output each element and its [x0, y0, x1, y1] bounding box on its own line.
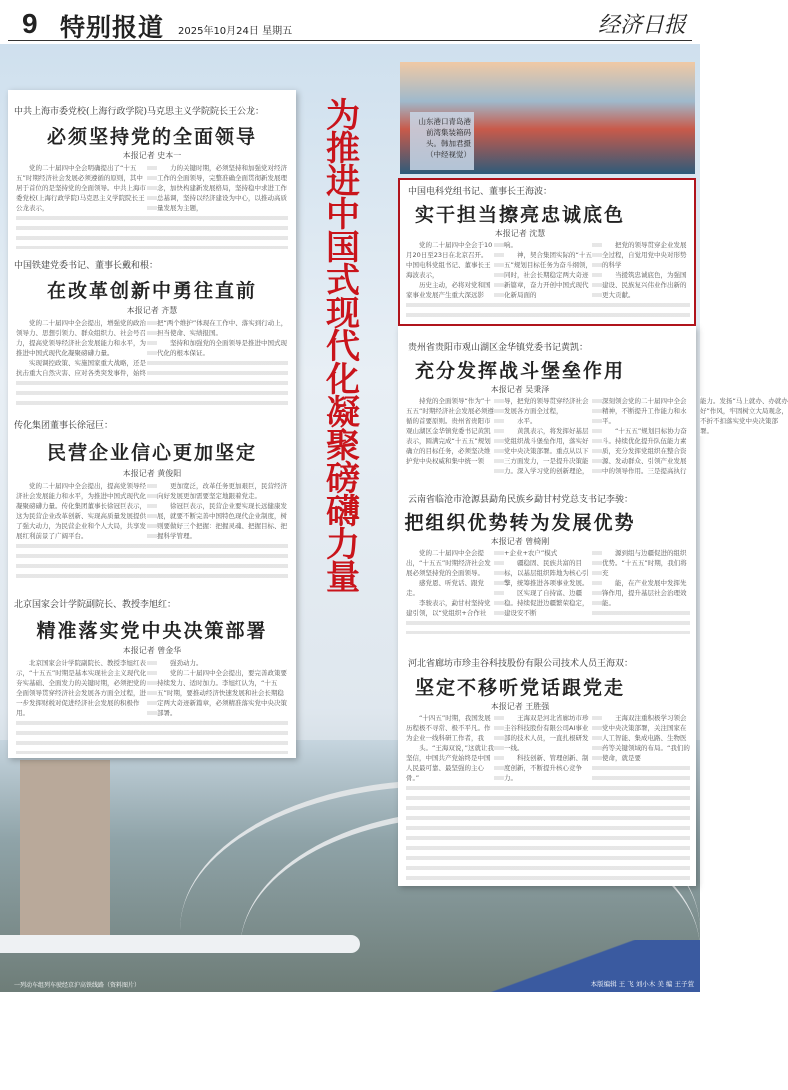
paragraph: 水平。	[504, 416, 592, 426]
credits-band	[460, 940, 700, 992]
page-number: 9	[22, 8, 38, 39]
paragraph: 徐冠巨表示，民营企业要实现长远健康发展，就要不断完善中国特色现代企业制度，树则要做好三个把握：把握灵魂、把握目标、把握科学管理。	[157, 502, 287, 540]
article-body	[16, 481, 288, 581]
page-header	[0, 0, 700, 42]
article-kicker: 北京国家会计学院副院长、教授李旭红：	[14, 600, 177, 610]
article-headline: 必须坚持党的全面领导	[46, 126, 257, 148]
paragraph: 党的二十届四中全会于10月20日至23日在北京召开。中国电科党组书记、董事长王海波表示，	[406, 241, 493, 279]
article-byline: 本报记者 黄俊阳	[122, 469, 182, 478]
paragraph: 黄凯表示，将发挥好基层党组织战斗堡垒作用，落实好党中央决策部署。重点从以下三方面发力，一是提升决策能力。深入学习党的创新理论，深刻领会党的二十届四中全会精神，不断提升工作能力和水平。	[504, 396, 690, 476]
paragraph: 历史主动，必将对党和国家事业发展产生重大深远影响。	[406, 240, 592, 300]
paragraph: 当援筑忠诚底色，为强国建设、民族复兴伟业作出新的更大贡献。	[602, 270, 690, 300]
article-headline: 坚定不移听党话跟党走	[414, 677, 625, 699]
header-rule	[8, 40, 692, 41]
paragraph: 王海双注重积极学习领会党中央决策部署，关注国家在人工智能、集成电路、生物医药等关键领域的布局。“我们的使命，就是要	[602, 714, 690, 762]
article-headline: 精准落实党中央决策部署	[36, 620, 268, 642]
article-byline: 本报记者 曾金华	[122, 646, 182, 655]
editor-credits: 本版编辑 王 飞 刘小木 美 编 王子萱	[590, 980, 694, 988]
section-title: 特别报道	[60, 13, 165, 42]
article-kicker: 中国铁建党委书记、董事长戴和根：	[14, 261, 159, 271]
article-byline: 本报记者 史本一	[122, 151, 182, 160]
masthead-logo: 经济日报	[597, 13, 686, 38]
building	[20, 760, 110, 940]
paragraph: “十五五”规划目标协力奋斗。持续优化提升队伍能力素质，充分发挥党组织在整合资源、发动群众、引领产业发展中的领导作用。三是提高执行能力。发扬“马上就办、办就办好”作风，牢固树立大局观念，不折不扣落实党中央决策部署。	[602, 397, 788, 475]
paragraph: 北京国家会计学院副院长、教授李旭红表示，“十五五”时期是基本实现社会主义现代化夯实基础、全面发力的关键时期，必须把党的全面领导贯穿经济社会发展各方面全过程，进一步发挥财税对促进经济社会发展的积极作用。	[16, 659, 147, 717]
paragraph: 坚持和加强党的全面领导是推进中国式现代化的根本保证。	[157, 339, 287, 357]
article-body	[406, 548, 690, 634]
article-body	[16, 163, 288, 249]
article-body	[406, 713, 690, 881]
paragraph: 疆稳固、民族共富的目标，以基层组织阵地为核心引擎，统筹推进各项事业发展。	[504, 558, 592, 588]
article-kicker: 传化集团董事长徐冠巨：	[14, 421, 114, 431]
article-headline: 民营企业信心更加坚定	[46, 442, 257, 464]
paragraph: 王海双是河北省廊坊市珍圭谷科技股份有限公司AI事业部的技术人员，一直扎根研发一线。	[504, 713, 592, 753]
paragraph: 感党恩、听党话、跟党走。	[406, 578, 494, 598]
vertical-page-title: 为推进中国式现代化凝聚磅礴力量	[326, 96, 360, 598]
article-body	[16, 318, 288, 410]
paragraph: 党的二十届四中全会明确提出了“十五五”时期经济社会发展必须遵循的原则，其中居于首位的是坚持党的全面领导。中共上海市委党校(上海行政学院)马克思主义学院院长王公龙表示，	[16, 164, 146, 212]
paragraph: 区实现了自持富、边疆稳。持续促进边疆繁荣稳定，建设安不断	[504, 588, 592, 618]
paragraph: 力的关键时期，必须坚持和加强党对经济工作的全面领导，完整准确全面贯彻新发展理念，加快构建新发展格局，坚持稳中求进工作总基调，坚持以经济建设为中心，以推动高质量发展为主题，	[157, 164, 287, 212]
article-byline: 本报记者 吴秉泽	[490, 385, 550, 394]
article-headline: 充分发挥战斗堡垒作用	[414, 360, 625, 382]
article-kicker: 中国电科党组书记、董事长王海波：	[408, 187, 553, 197]
paragraph: “十四五”时期，我国发展历程极不寻常、极不平凡。作为企业一线科研工作者，我	[406, 713, 494, 743]
paragraph: 把党的领导贯穿企业发展全过程，自觉用党中央对形势的科学	[602, 240, 690, 270]
article-kicker: 云南省临沧市沧源县勐角民族乡勐甘村党总支书记李骏：	[408, 495, 634, 505]
paragraph: 神，契合集团实际的“十五五”规划目标任务为奋斗纲领，同时，社会长期稳定两大奇迹新篇章，奋力开创中国式现代化新局面的	[504, 251, 592, 299]
paragraph: 更加宽泛，改革任务更加艰巨，民营经济向好发展更加需要坚定地跟着党走。	[157, 482, 287, 500]
article-headline: 实干担当擦亮忠诚底色	[414, 204, 625, 226]
issue-date: 2025年10月24日 星期五	[178, 26, 293, 37]
article-byline: 本报记者 沈慧	[494, 229, 546, 238]
article-kicker: 贵州省贵阳市观山湖区金华镇党委书记黄凯：	[408, 343, 589, 353]
port-photo-caption: 山东港口青岛港前湾集装箱码头。韩加君摄（中经视觉）	[410, 112, 474, 170]
paragraph: 党的二十届四中全会提出，“十五五”时期经济社会发展必须坚持党的全面领导。	[406, 548, 494, 578]
article-byline: 本报记者 王胜强	[490, 702, 550, 711]
article-kicker: 中共上海市委党校(上海行政学院)马克思主义学院院长王公龙：	[14, 107, 265, 117]
article-headline: 把组织优势转为发展优势	[404, 512, 636, 534]
train	[0, 935, 360, 953]
article-kicker: 河北省廊坊市珍圭谷科技股份有限公司技术人员王海双：	[408, 659, 634, 669]
bottom-photo-caption: 一列动车组列车驶经京沪高铁线路（资料图片）	[14, 982, 141, 989]
article-body	[406, 240, 690, 320]
paragraph: 李骏表示，勐甘村坚持党建引领，以“党组织+合作社+企业+农户”模式	[406, 548, 592, 618]
article-body	[16, 658, 288, 754]
article-byline: 本报记者 齐慧	[126, 306, 178, 315]
paragraph: 党的二十届四中全会提出，增强党的政治领导力、思想引领力、群众组织力、社会号召力，提高党领导经济社会发展能力和水平，为推进中国式现代化凝聚磅礴力量。	[16, 319, 146, 357]
article-headline: 在改革创新中勇往直前	[46, 280, 257, 302]
paragraph: 强劲动力。	[157, 658, 288, 668]
paragraph: 源到组与边疆促进的组织优势。“十五五”时期，我们将充	[602, 548, 690, 578]
paragraph: 实现调控政策、实施国家重大战略，还是抗击重大自然灾害、应对各类突发事件，始终把“两个维护”体现在工作中、落实到行动上，担当使命、实绩报国。	[16, 319, 288, 377]
paragraph: 能，在产业发展中发挥先锋作用，提升基层社会治理效能。	[602, 578, 690, 608]
paragraph: 党的二十届四中全会提出，要完善政策要持续发力、适时加力。李旭红认为，“十五五”时期，要推动经济快速发展和社会长期稳定两大奇迹新篇章，必须精准落实党中央决策部署。	[157, 669, 287, 717]
paragraph: 头。“王海双说，”这就让我坚信，中国共产党始终是中国人民最可靠、最坚强的主心骨。”	[406, 744, 494, 782]
paragraph: 持党的全面领导“作为”十五五“时期经济社会发展必须遵循的首要原则。贵州省贵阳市观山湖区金华镇党委书记黄凯表示，圆满完成“十五五”规划确立的目标任务，必须坚决维护党中央权威和集中统一领导，把党的领导贯穿经济社会发展各方面全过程，	[406, 396, 592, 476]
article-byline: 本报记者 曾椅刚	[490, 537, 550, 546]
paragraph: 科技创新、管理创新、制度创新，不断提升核心竞争力。	[504, 753, 592, 783]
article-body	[406, 396, 788, 476]
paragraph: 党的二十届四中全会提出，提高党领导经济社会发展能力和水平，为推进中国式现代化凝聚磅礴力量。传化集团董事长徐冠巨表示，这为民营企业改革创新、实现高质量发展提供了强大动力，为民营企业和个人大局，共享发展红利前景了广阔平台。	[16, 482, 146, 540]
